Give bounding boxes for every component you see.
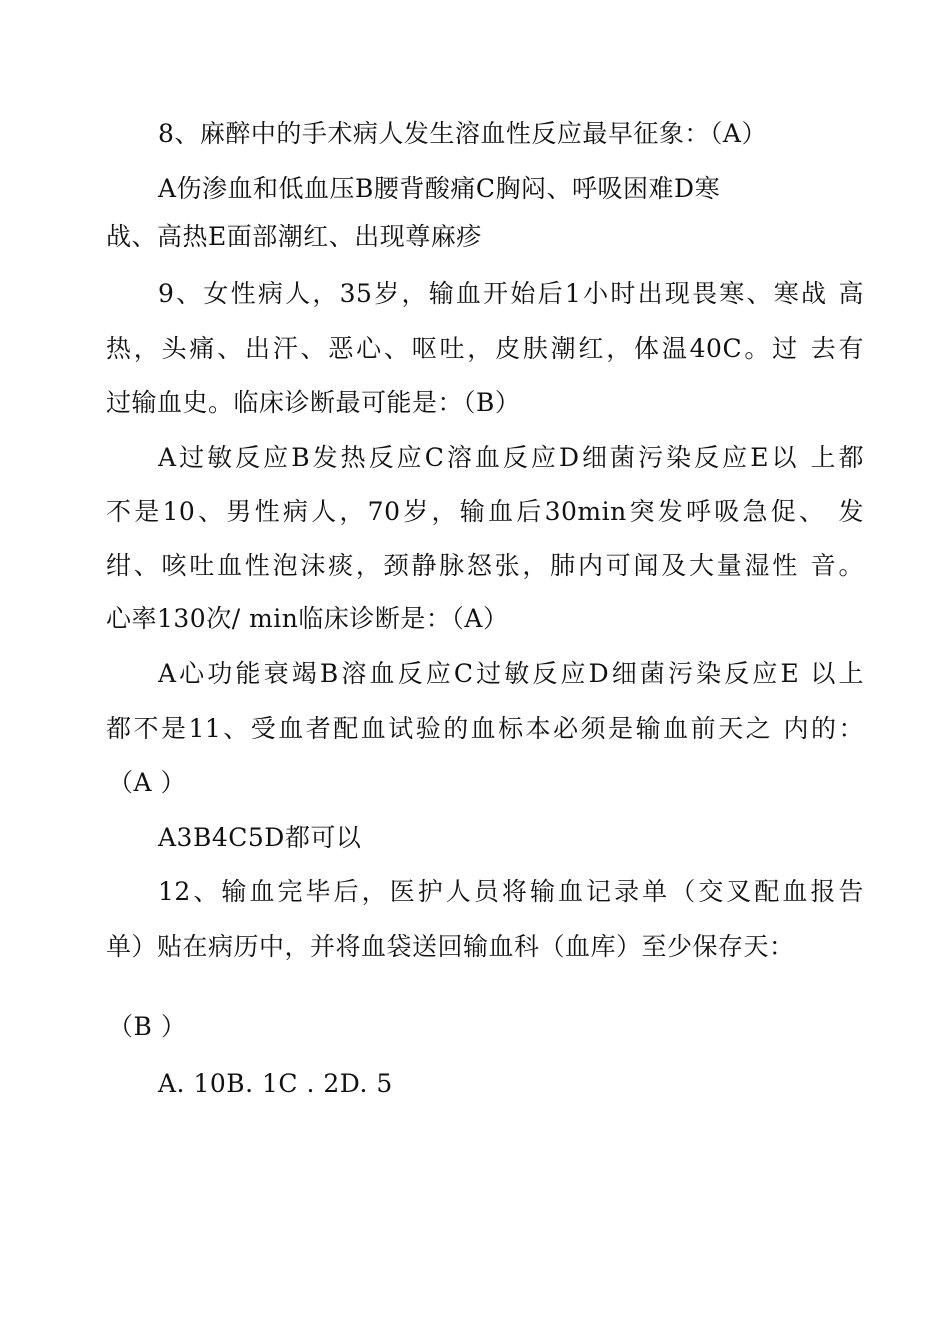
- question-10-text-cont-1: 绀、咳吐血性泡沫痰，颈静脉怒张，肺内可闻及大量湿性 音。: [106, 551, 864, 580]
- question-11-text: 都不是11、受血者配血试验的血标本必须是输血前天之 内的：: [106, 714, 864, 743]
- question-12-text-cont: 单）贴在病历中，并将血袋送回输血科（血库）至少保存天：: [106, 932, 795, 961]
- question-12-options: A. 10B. 1C . 2D. 5: [158, 1069, 393, 1098]
- question-8-text: 8、麻醉中的手术病人发生溶血性反应最早征象：（A）: [158, 119, 767, 148]
- question-11-answer: （A ）: [108, 768, 187, 797]
- question-10-text: 不是10、男性病人，70岁，输血后30min突发呼吸急促、 发: [106, 497, 864, 526]
- question-9-text: 9、女性病人，35岁，输血开始后1小时出现畏寒、寒战 高: [158, 279, 864, 308]
- question-10-text-cont-2: 心率130次/ min临床诊断是：（A）: [106, 604, 509, 633]
- question-12-answer: （B ）: [108, 1012, 187, 1041]
- question-8-options: A伤渗血和低血压B腰背酸痛C胸闷、呼吸困难D寒: [158, 174, 721, 203]
- question-8-options-cont: 战、高热E面部潮红、出现尊麻疹: [106, 222, 482, 251]
- question-12-text: 12、输血完毕后，医护人员将输血记录单（交叉配血报告: [158, 877, 864, 906]
- question-9-text-cont-1: 热，头痛、出汗、恶心、呕吐，皮肤潮红，体温40C。过 去有: [106, 334, 864, 363]
- question-11-options: A3B4C5D都可以: [158, 823, 362, 852]
- question-9-text-cont-2: 过输血史。临床诊断最可能是：（B）: [106, 388, 521, 417]
- question-10-options: A心功能衰竭B溶血反应C过敏反应D细菌污染反应E 以上: [158, 659, 864, 688]
- question-9-options: A过敏反应B发热反应C溶血反应D细菌污染反应E以 上都: [158, 443, 864, 472]
